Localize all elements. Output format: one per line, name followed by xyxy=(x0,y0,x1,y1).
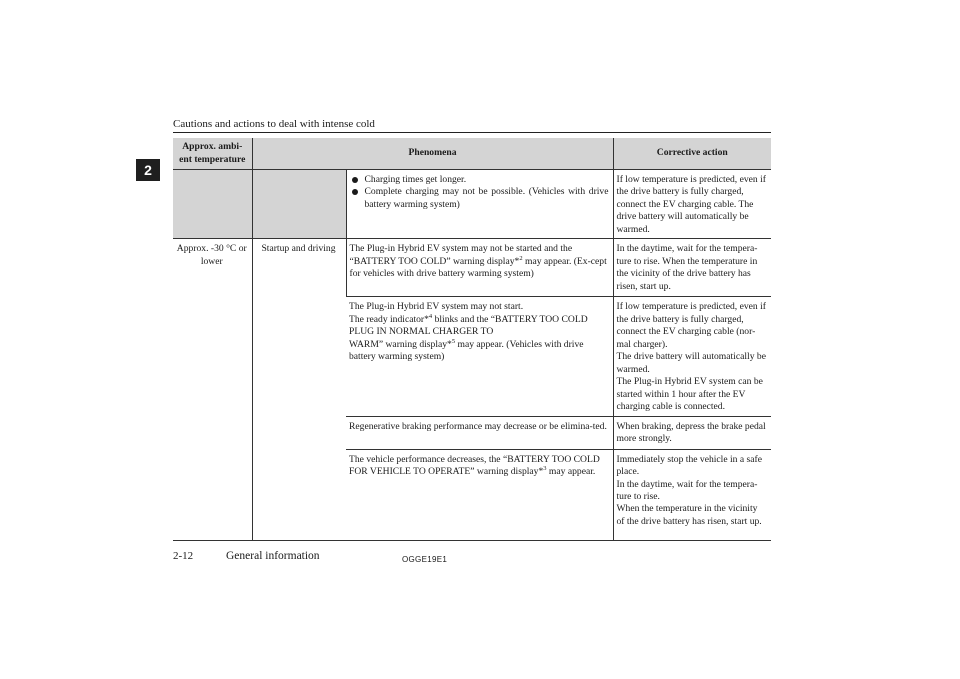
section-name: General information xyxy=(226,550,320,562)
text-run: The ready indicator* xyxy=(349,313,429,325)
table-row xyxy=(173,170,771,239)
footnote-ref: 5 xyxy=(451,337,456,345)
condition-cell-continued xyxy=(252,170,346,239)
text-run: may appear. (Vehicles with drive battery warming system) xyxy=(349,338,584,363)
condition-cell: Startup and driving xyxy=(252,239,346,540)
phenomena-text xyxy=(349,314,609,339)
text-run: WARM” warning display* xyxy=(349,338,452,350)
table-header-row xyxy=(173,138,771,170)
footnote-ref: 3 xyxy=(543,465,547,473)
action-text: When the temperature in the vicinity of the drive battery has risen, start up. xyxy=(616,503,762,527)
bullet-text: Complete charging may not be possible. (Vehicles with drive battery warming system) xyxy=(364,186,609,210)
list-item xyxy=(350,186,609,211)
phenomena-cell: Regenerative braking performance may decrease or be elimina-ted. xyxy=(346,416,613,449)
header-rule xyxy=(173,132,771,133)
phenomena-text xyxy=(349,339,609,364)
phenomena-cell xyxy=(346,297,613,416)
action-text: In the daytime, wait for the tempera-ture to rise. xyxy=(616,478,758,502)
phenomena-text: The Plug-in Hybrid EV system may not start. xyxy=(349,301,524,313)
action-text: The Plug-in Hybrid EV system can be started within 1 hour after the EV charging cable is connected. xyxy=(616,376,763,413)
phenomena-cell xyxy=(346,239,613,297)
list-item xyxy=(350,174,609,186)
header-temperature: Approx. ambi- ent temperature xyxy=(173,138,252,170)
action-cell: If low temperature is predicted, even if the drive battery is fully charged, connect the EV charging cable. The drive battery will automatically be warmed. xyxy=(613,170,771,239)
document-code: OGGE19E1 xyxy=(402,555,448,564)
phenomena-text: The Plug-in Hybrid EV system may not be started and the “BATTERY TOO COLD” warning display* xyxy=(349,243,573,267)
bullet-icon xyxy=(352,177,358,183)
header-corrective-action: Corrective action xyxy=(613,138,771,170)
action-text: Immediately stop the vehicle in a safe place. xyxy=(616,453,762,478)
phenomena-text: may appear. xyxy=(546,466,596,478)
temperature-cell: Approx. -30 °C or lower xyxy=(173,239,252,540)
action-text: The drive battery will automatically be warmed. xyxy=(616,351,766,375)
phenomena-cell xyxy=(346,170,613,239)
footnote-ref: 2 xyxy=(519,254,523,262)
action-cell xyxy=(613,449,771,540)
header-phenomena: Phenomena xyxy=(252,138,613,170)
action-cell xyxy=(613,297,771,416)
bullet-icon xyxy=(352,189,358,195)
action-cell: In the daytime, wait for the tempera-ture to rise. When the temperature in the vicinity of the drive battery has risen, start up. xyxy=(613,239,771,297)
cold-cautions-table xyxy=(173,138,771,541)
table-row xyxy=(173,239,771,297)
phenomena-text: may appear. (Ex-cept for vehicles with drive battery warming system) xyxy=(349,255,607,280)
footnote-ref: 4 xyxy=(428,312,433,320)
action-text: If low temperature is predicted, even if the drive battery is fully charged, connect the EV charging cable (nor-mal charger). xyxy=(616,301,766,350)
phenomena-cell xyxy=(346,449,613,540)
running-header: Cautions and actions to deal with intense cold xyxy=(173,118,375,130)
page-number: 2-12 xyxy=(173,550,194,562)
action-cell: When braking, depress the brake pedal more strongly. xyxy=(613,416,771,449)
text-run: blinks and the “BATTERY TOO COLD PLUG IN NORMAL CHARGER TO xyxy=(349,313,588,338)
phenomena-text: The vehicle performance decreases, the “BATTERY TOO COLD FOR VEHICLE TO OPERATE” warning display* xyxy=(349,453,600,478)
temp-cell-continued xyxy=(173,170,252,239)
bullet-text: Charging times get longer. xyxy=(364,174,467,185)
chapter-tab: 2 xyxy=(136,159,160,181)
